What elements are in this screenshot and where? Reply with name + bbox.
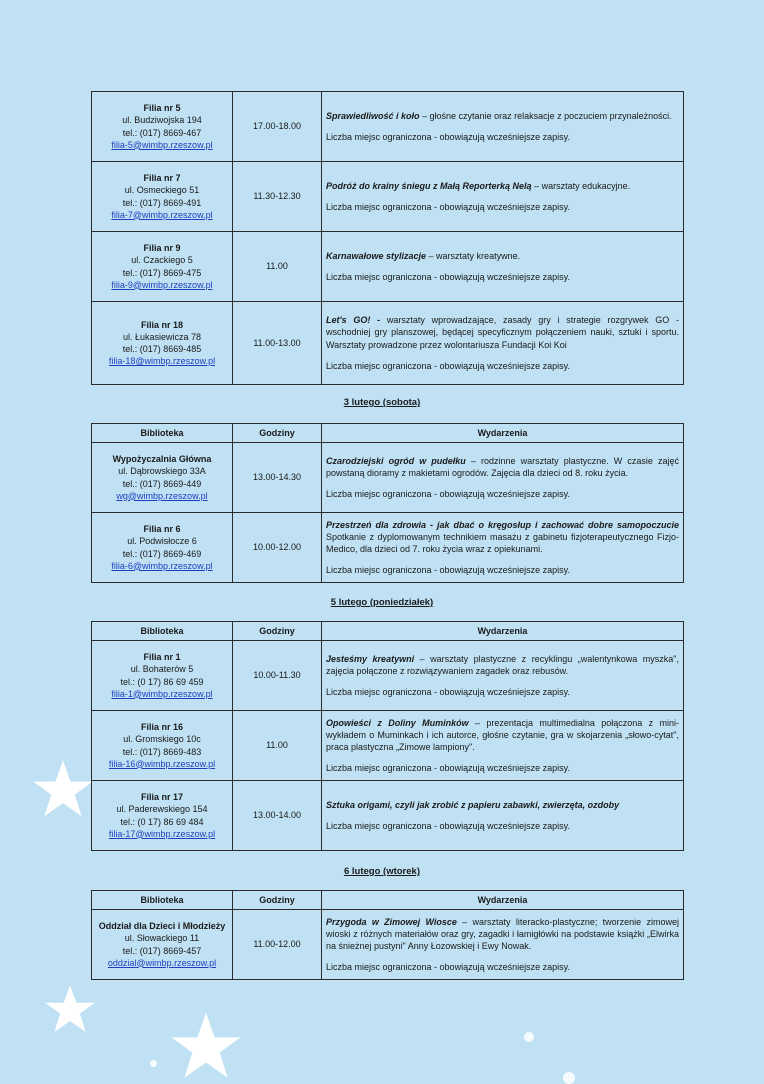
hours-cell: 11.00 bbox=[233, 711, 322, 781]
library-street: ul. Paderewskiego 154 bbox=[116, 804, 208, 815]
library-street: ul. Łukasiewicza 78 bbox=[122, 331, 202, 342]
library-name: Filia nr 16 bbox=[140, 722, 184, 733]
event-description: warsztaty wprowadzające, zasady gry i strategie rozgrywek GO - wschodniej gry planszowej, będącej specyficznym połączeniem nauki, sztuki i sportu. Warsztaty prowadzone przez wolontariusza Fundacji Koi Koi bbox=[326, 315, 679, 350]
library-email-link[interactable]: filia-18@wimbp.rzeszow.pl bbox=[108, 356, 216, 367]
hours-cell: 11.00 bbox=[233, 232, 322, 302]
library-street: ul. Podwisłocze 6 bbox=[127, 536, 197, 547]
table-row bbox=[92, 513, 684, 583]
table-row bbox=[92, 162, 684, 232]
event-cell bbox=[322, 92, 684, 162]
hours-cell: 11.00-12.00 bbox=[233, 910, 322, 980]
dot-decoration bbox=[524, 1032, 534, 1042]
library-street: ul. Dąbrowskiego 33A bbox=[118, 466, 206, 477]
library-phone: tel.: (017) 8669-449 bbox=[122, 478, 202, 489]
library-name: Wypożyczalnia Główna bbox=[112, 454, 212, 465]
event-title: Podróż do krainy śniegu z Małą Reporterką Nelą bbox=[326, 180, 532, 191]
library-email-link[interactable]: filia-7@wimbp.rzeszow.pl bbox=[111, 209, 213, 220]
events-table bbox=[91, 91, 684, 385]
library-cell bbox=[92, 162, 233, 232]
limit-note: Liczba miejsc ograniczona - obowiązują wcześniejsze zapisy. bbox=[326, 202, 570, 212]
limit-note: Liczba miejsc ograniczona - obowiązują wcześniejsze zapisy. bbox=[326, 489, 570, 500]
limit-note: Liczba miejsc ograniczona - obowiązują wcześniejsze zapisy. bbox=[326, 272, 570, 282]
event-title: Sprawiedliwość i koło bbox=[326, 110, 420, 121]
library-cell bbox=[92, 711, 233, 781]
hours-cell: 10.00-12.00 bbox=[233, 513, 322, 583]
event-cell bbox=[322, 443, 684, 513]
event-cell bbox=[322, 162, 684, 232]
dot-decoration bbox=[563, 1072, 575, 1084]
day-heading: 3 lutego (sobota) bbox=[343, 397, 421, 408]
library-name: Filia nr 17 bbox=[140, 792, 184, 803]
event-title: Przestrzeń dla zdrowia - jak dbać o kręgosłup i zachować dobre samopoczucie bbox=[326, 519, 679, 530]
library-phone: tel.: (017) 8669-457 bbox=[122, 945, 202, 956]
event-description: – rodzinne warsztaty plastyczne. W czasie zajęć powstaną dioramy z makietami ogrodów. Zajęcia dla dzieci od 8. roku życia. bbox=[326, 455, 679, 478]
library-email-link[interactable]: wg@wimbp.rzeszow.pl bbox=[116, 490, 208, 501]
library-street: ul. Gromskiego 10c bbox=[123, 734, 201, 745]
table-row bbox=[92, 910, 684, 980]
event-description: – głośne czytanie oraz relaksacje z poczuciem przynależności. bbox=[419, 110, 672, 121]
hours-cell: 11.30-12.30 bbox=[233, 162, 322, 232]
hours-cell: 13.00-14.00 bbox=[233, 781, 322, 851]
limit-note: Liczba miejsc ograniczona - obowiązują wcześniejsze zapisy. bbox=[326, 687, 570, 698]
hours-cell: 11.00-13.00 bbox=[233, 302, 322, 385]
library-cell bbox=[92, 781, 233, 851]
event-cell bbox=[322, 513, 684, 583]
star-decoration-icon bbox=[44, 983, 96, 1035]
hours-cell: 13.00-14.30 bbox=[233, 443, 322, 513]
library-name: Filia nr 7 bbox=[143, 173, 181, 184]
table-header-row bbox=[92, 424, 684, 443]
limit-note: Liczba miejsc ograniczona - obowiązują wcześniejsze zapisy. bbox=[326, 565, 570, 576]
event-title: Przygoda w Zimowej Wiosce bbox=[326, 916, 457, 927]
hours-cell: 17.00-18.00 bbox=[233, 92, 322, 162]
event-title: Czarodziejski ogród w pudełku bbox=[326, 455, 466, 466]
library-name: Filia nr 6 bbox=[143, 524, 181, 535]
events-table bbox=[91, 890, 684, 980]
library-cell bbox=[92, 443, 233, 513]
library-phone: tel.: (017) 8669-467 bbox=[122, 127, 202, 138]
limit-note: Liczba miejsc ograniczona - obowiązują wcześniejsze zapisy. bbox=[326, 821, 570, 831]
library-name: Filia nr 18 bbox=[140, 319, 184, 330]
table-row bbox=[92, 232, 684, 302]
column-header-library: Biblioteka bbox=[92, 891, 233, 910]
library-email-link[interactable]: filia-16@wimbp.rzeszow.pl bbox=[108, 758, 216, 769]
library-email-link[interactable]: filia-5@wimbp.rzeszow.pl bbox=[111, 139, 213, 150]
library-email-link[interactable]: filia-6@wimbp.rzeszow.pl bbox=[111, 560, 213, 571]
table-row bbox=[92, 711, 684, 781]
column-header-events: Wydarzenia bbox=[322, 622, 684, 641]
event-title: Jesteśmy kreatywni bbox=[326, 653, 415, 664]
library-cell bbox=[92, 302, 233, 385]
day-heading: 5 lutego (poniedziałek) bbox=[330, 597, 434, 608]
event-cell bbox=[322, 910, 684, 980]
limit-note: Liczba miejsc ograniczona - obowiązują wcześniejsze zapisy. bbox=[326, 763, 570, 774]
library-phone: tel.: (0 17) 86 69 484 bbox=[120, 816, 204, 827]
event-cell bbox=[322, 232, 684, 302]
table-header-row bbox=[92, 891, 684, 910]
limit-note: Liczba miejsc ograniczona - obowiązują wcześniejsze zapisy. bbox=[326, 360, 570, 371]
library-cell bbox=[92, 513, 233, 583]
library-phone: tel.: (017) 8669-469 bbox=[122, 548, 202, 559]
library-phone: tel.: (017) 8669-475 bbox=[122, 267, 202, 278]
library-cell bbox=[92, 910, 233, 980]
star-decoration-icon bbox=[170, 1010, 242, 1082]
day-heading: 6 lutego (wtorek) bbox=[343, 866, 420, 877]
library-street: ul. Słowackiego 11 bbox=[124, 933, 200, 944]
event-title: Opowieści z Doliny Muminków bbox=[326, 717, 469, 728]
table-row bbox=[92, 641, 684, 711]
hours-cell: 10.00-11.30 bbox=[233, 641, 322, 711]
dot-decoration bbox=[150, 1060, 157, 1067]
limit-note: Liczba miejsc ograniczona - obowiązują wcześniejsze zapisy. bbox=[326, 132, 570, 142]
table-header-row bbox=[92, 622, 684, 641]
event-title: Sztuka origami, czyli jak zrobić z papieru zabawki, zwierzęta, ozdoby bbox=[326, 799, 620, 810]
library-cell bbox=[92, 641, 233, 711]
event-cell bbox=[322, 781, 684, 851]
library-cell bbox=[92, 92, 233, 162]
event-title: Let's GO! - bbox=[326, 315, 381, 326]
limit-note: Liczba miejsc ograniczona - obowiązują wcześniejsze zapisy. bbox=[326, 962, 570, 973]
column-header-library: Biblioteka bbox=[92, 424, 233, 443]
event-cell bbox=[322, 641, 684, 711]
event-description: Spotkanie z dyplomowanym technikiem masażu z gabinetu fizjoterapeutycznego Fizjo-Medico, dla dzieci od 7. roku życia wraz z opiekunami. bbox=[326, 531, 679, 554]
table-row bbox=[92, 302, 684, 385]
library-street: ul. Czackiego 5 bbox=[131, 255, 193, 266]
library-email-link[interactable]: filia-9@wimbp.rzeszow.pl bbox=[111, 279, 213, 290]
column-header-hours: Godziny bbox=[233, 891, 322, 910]
event-description: – warsztaty edukacyjne. bbox=[531, 180, 631, 191]
event-cell bbox=[322, 711, 684, 781]
library-cell bbox=[92, 232, 233, 302]
column-header-hours: Godziny bbox=[233, 622, 322, 641]
event-description: – prezentacja multimedialna połączona z mini-wykładem o Muminkach i ich autorce, głośne czytanie, gra w skojarzenia „słowo-cytat", praca plastyczna „Zimowe lampiony". bbox=[326, 717, 680, 752]
library-street: ul. Budziwojska 194 bbox=[122, 115, 202, 126]
column-header-events: Wydarzenia bbox=[322, 424, 684, 443]
library-street: ul. Osmeckiego 51 bbox=[124, 185, 200, 196]
table-row bbox=[92, 92, 684, 162]
library-email-link[interactable]: oddzial@wimbp.rzeszow.pl bbox=[107, 957, 217, 968]
column-header-events: Wydarzenia bbox=[322, 891, 684, 910]
events-table bbox=[91, 423, 684, 583]
events-table bbox=[91, 621, 684, 851]
column-header-library: Biblioteka bbox=[92, 622, 233, 641]
library-street: ul. Bohaterów 5 bbox=[130, 664, 194, 675]
event-cell bbox=[322, 302, 684, 385]
star-decoration-icon bbox=[32, 758, 94, 820]
event-description: – warsztaty plastyczne z recyklingu „walentynkowa myszka", zajęcia połączone z rozwiązywaniem zagadek oraz rebusów. bbox=[326, 653, 679, 676]
library-phone: tel.: (0 17) 86 69 459 bbox=[120, 676, 204, 687]
library-name: Filia nr 1 bbox=[143, 652, 181, 663]
library-email-link[interactable]: filia-1@wimbp.rzeszow.pl bbox=[111, 688, 213, 699]
library-name: Oddział dla Dzieci i Młodzieży bbox=[98, 921, 226, 932]
library-phone: tel.: (017) 8669-491 bbox=[122, 197, 202, 208]
library-email-link[interactable]: filia-17@wimbp.rzeszow.pl bbox=[108, 828, 216, 839]
table-row bbox=[92, 443, 684, 513]
library-name: Filia nr 5 bbox=[143, 103, 181, 114]
library-phone: tel.: (017) 8669-483 bbox=[122, 746, 202, 757]
event-description: – warsztaty literacko-plastyczne; tworzenie zimowej wioski z różnych materiałów oraz gry, zagadki i łamigłówki na podstawie książki „Elwirka na śnieżnej pustyni" Anny Łozowskiej i Ewy Nowak. bbox=[326, 916, 679, 951]
table-row bbox=[92, 781, 684, 851]
event-description: – warsztaty kreatywne. bbox=[426, 250, 521, 261]
event-title: Karnawałowe stylizacje bbox=[326, 250, 427, 261]
column-header-hours: Godziny bbox=[233, 424, 322, 443]
library-name: Filia nr 9 bbox=[143, 243, 181, 254]
library-phone: tel.: (017) 8669-485 bbox=[122, 344, 202, 354]
